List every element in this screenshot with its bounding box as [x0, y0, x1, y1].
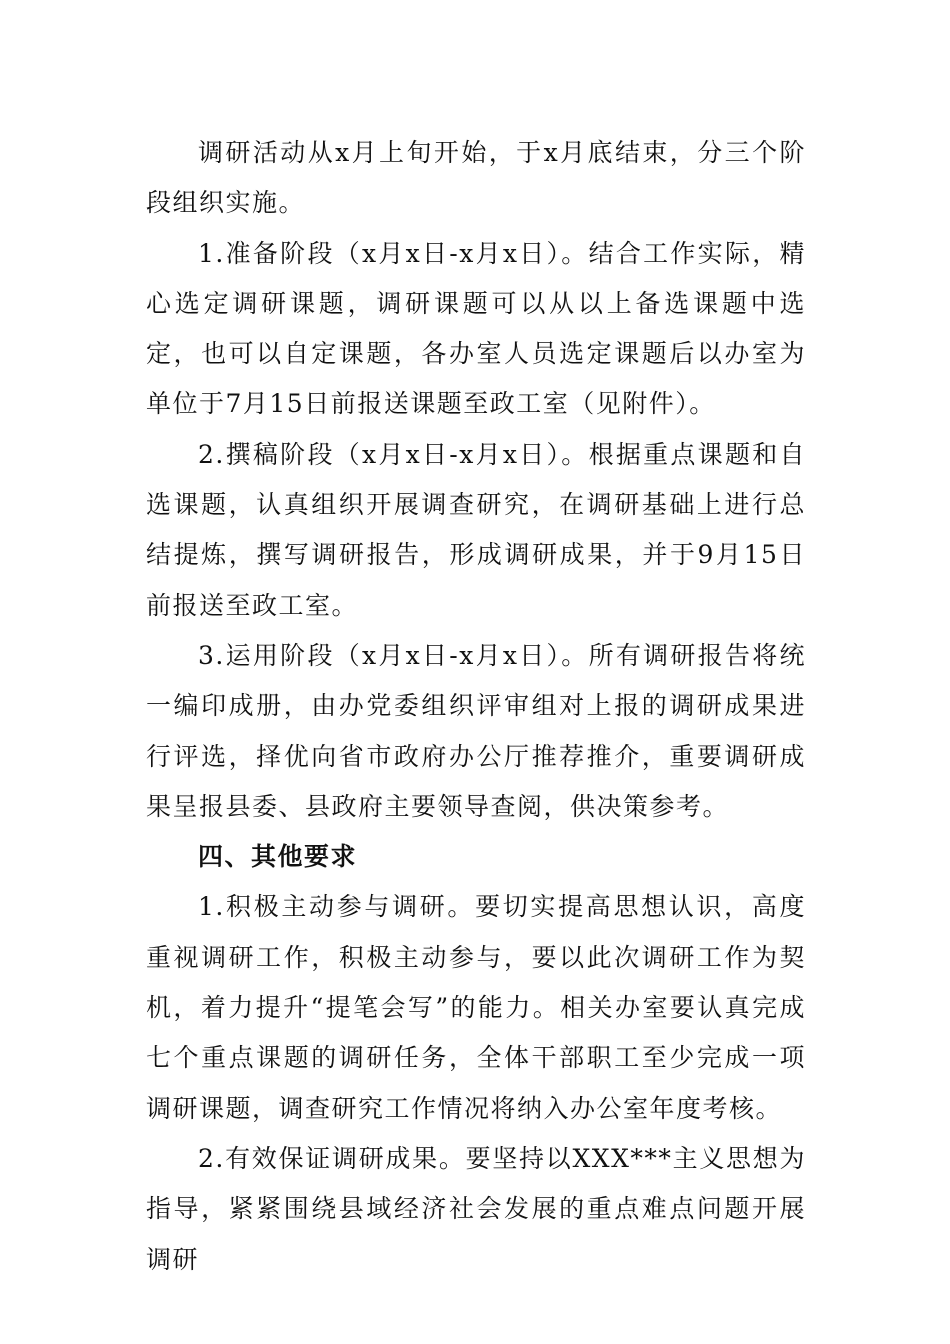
paragraph-active-participation: 1.积极主动参与调研。要切实提高思想认识，高度重视调研工作，积极主动参与，要以此次调研工作为契机，着力提升“提笔会写”的能力。相关办室要认真完成七个重点课题的调研任务，全体干部职工至少完成一项调研课题，调查研究工作情况将纳入办公室年度考核。	[146, 892, 806, 1123]
paragraph-schedule-intro: 调研活动从x月上旬开始，于x月底结束，分三个阶段组织实施。	[146, 138, 806, 218]
paragraph-preparation-stage: 1.准备阶段（x月x日-x月x日）。结合工作实际，精心选定调研课题，调研课题可以从以上备选课题中选定，也可以自定课题，各办室人员选定课题后以办室为单位于7月15日前报送课题至政工室（见附件）。	[146, 238, 806, 419]
section-heading-other-requirements: 四、其他要求	[198, 842, 358, 872]
document-body	[146, 128, 806, 1285]
paragraph-drafting-stage: 2.撰稿阶段（x月x日-x月x日）。根据重点课题和自选课题，认真组织开展调查研究，在调研基础上进行总结提炼，撰写调研报告，形成调研成果，并于9月15日前报送至政工室。	[146, 439, 806, 620]
paragraph-application-stage: 3.运用阶段（x月x日-x月x日）。所有调研报告将统一编印成册，由办党委组织评审组对上报的调研成果进行评选，择优向省市政府办公厅推荐推介，重要调研成果呈报县委、县政府主要领导查阅，供决策参考。	[146, 640, 806, 821]
paragraph-ensure-results: 2.有效保证调研成果。要坚持以XXX***主义思想为指导，紧紧围绕县域经济社会发展的重点难点问题开展调研	[146, 1143, 806, 1274]
